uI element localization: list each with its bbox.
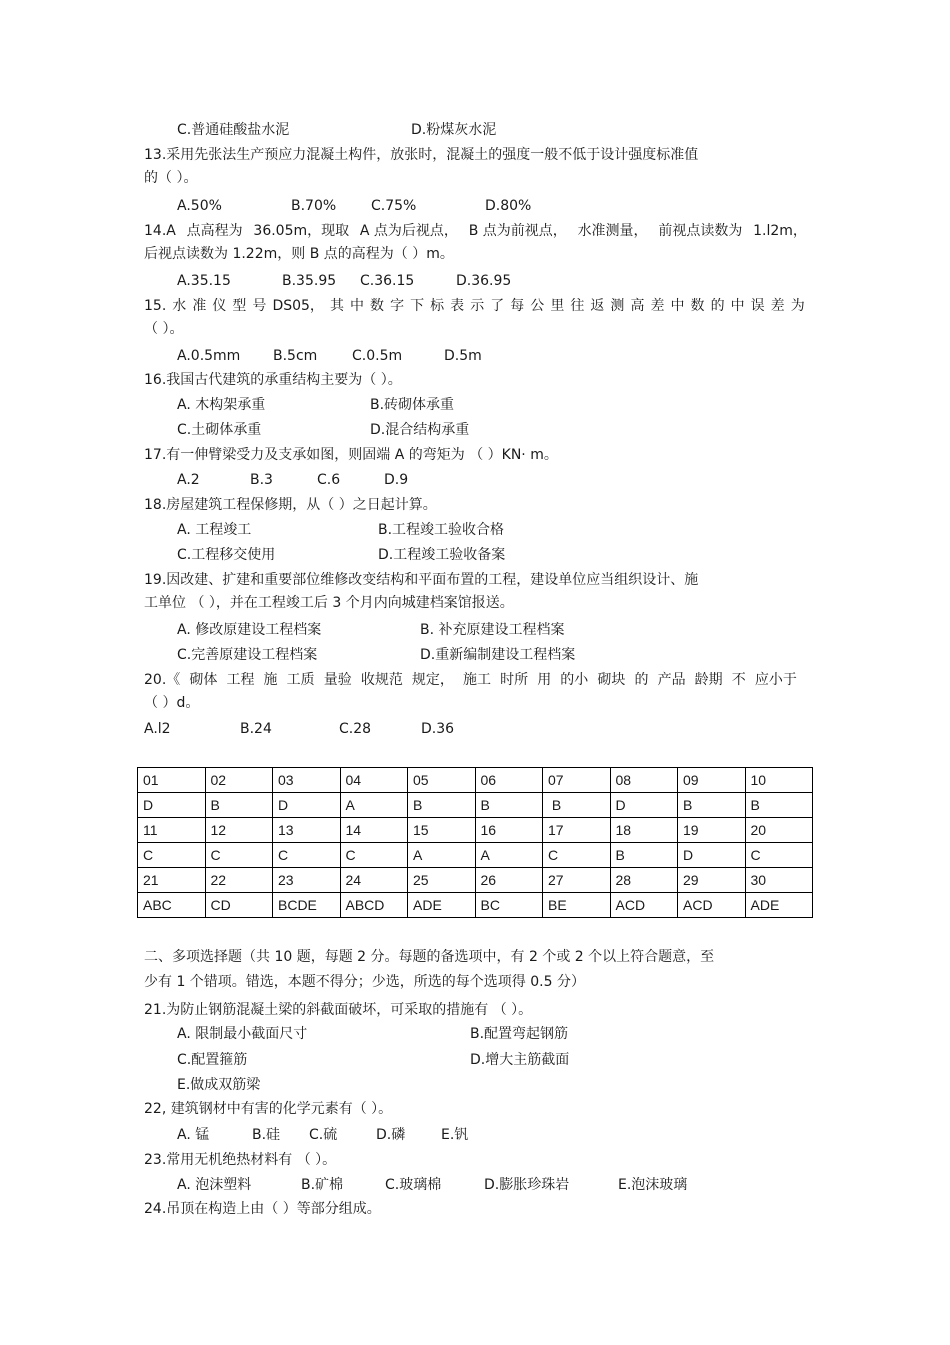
- q14-stem-line1: [144, 222, 807, 240]
- table-cell: B: [205, 793, 273, 818]
- q20-seg: 20.《: [144, 672, 181, 688]
- q12-option-d: D.粉煤灰水泥: [411, 122, 497, 138]
- q15-option-c: C.0.5m: [352, 348, 403, 364]
- q19-option-d: D.重新编制建设工程档案: [420, 647, 576, 663]
- table-cell: 05: [408, 768, 476, 793]
- q20-seg: 施工: [463, 672, 492, 688]
- q15-seg: 水: [172, 298, 187, 314]
- q14-option-a: A.35.15: [177, 273, 231, 289]
- q20-seg: 工质: [286, 672, 315, 688]
- q14-seg: 1.l2m，: [753, 223, 807, 239]
- table-cell: A: [408, 843, 476, 868]
- table-cell: 18: [610, 818, 678, 843]
- q17-option-d: D.9: [384, 472, 409, 488]
- table-cell: C: [543, 843, 611, 868]
- q20-seg: 工程: [226, 672, 255, 688]
- table-cell: 06: [475, 768, 543, 793]
- q17-stem: 17.有一伸臂梁受力及支承如图，则固端 A 的弯矩为 （ ）KN· m。: [144, 447, 558, 463]
- table-cell: ACD: [678, 893, 746, 918]
- q14-seg: 水准测量，: [577, 223, 648, 239]
- q23-stem: 23.常用无机绝热材料有 （ ）。: [144, 1152, 337, 1168]
- table-cell: 12: [205, 818, 273, 843]
- table-cell: ADE: [745, 893, 813, 918]
- table-cell: B: [408, 793, 476, 818]
- q20-option-a: A.l2: [144, 721, 171, 737]
- q15-seg: 数: [370, 298, 385, 314]
- q18-option-a: A. 工程竣工: [177, 522, 252, 538]
- q15-seg: 表: [450, 298, 465, 314]
- q23-option-e: E.泡沫玻璃: [618, 1177, 688, 1193]
- q15-seg: 数: [690, 298, 705, 314]
- table-cell: ABC: [138, 893, 206, 918]
- table-cell: B: [745, 793, 813, 818]
- q15-seg: 中: [730, 298, 745, 314]
- q16-option-a: A. 木构架承重: [177, 397, 266, 413]
- q15-seg: 型: [232, 298, 247, 314]
- table-cell: B: [543, 793, 611, 818]
- q16-option-d: D.混合结构承重: [370, 422, 470, 438]
- table-cell: A: [475, 843, 543, 868]
- table-cell: 15: [408, 818, 476, 843]
- q21-stem: 21.为防止钢筋混凝土梁的斜截面破坏，可采取的措施有 （ ）。: [144, 1002, 533, 1018]
- q20-seg: 收规范: [360, 672, 403, 688]
- q22-option-c: C.硫: [309, 1127, 338, 1143]
- q15-seg: 准: [192, 298, 207, 314]
- q15-seg: 中: [670, 298, 685, 314]
- answer-table: [137, 767, 813, 918]
- q14-stem-line2: 后视点读数为 1.22m，则 B 点的高程为（ ）m。: [144, 246, 454, 262]
- q20-seg: 龄期: [694, 672, 723, 688]
- q19-option-c: C.完善原建设工程档案: [177, 647, 318, 663]
- q15-seg: 的: [710, 298, 725, 314]
- table-cell: 03: [273, 768, 341, 793]
- table-row: [138, 818, 813, 843]
- q23-option-b: B.矿棉: [301, 1177, 344, 1193]
- q15-seg: 了: [490, 298, 505, 314]
- q13-option-d: D.80%: [485, 198, 532, 214]
- q13-option-b: B.70%: [291, 198, 337, 214]
- q15-seg: 每: [510, 298, 525, 314]
- q21-option-b: B.配置弯起钢筋: [470, 1026, 569, 1042]
- table-cell: 11: [138, 818, 206, 843]
- q15-seg: 其: [329, 298, 344, 314]
- q14-seg: B 点为前视点，: [468, 223, 567, 239]
- section2-instructions-line1: 二、多项选择题（共 10 题，每题 2 分。每题的备选项中，有 2 个或 2 个以上符合题意，至: [144, 949, 715, 965]
- q15-seg: 公: [530, 298, 545, 314]
- q20-stem-line2: （ ）d。: [144, 695, 200, 711]
- table-cell: CD: [205, 893, 273, 918]
- q21-option-e: E.做成双筋梁: [177, 1077, 261, 1093]
- table-cell: C: [205, 843, 273, 868]
- q18-stem: 18.房屋建筑工程保修期，从（ ）之日起计算。: [144, 497, 437, 513]
- table-cell: 28: [610, 868, 678, 893]
- q20-seg: 应小于: [754, 672, 797, 688]
- table-cell: D: [678, 843, 746, 868]
- q19-stem-line2: 工单位 （ ），并在工程竣工后 3 个月内向城建档案馆报送。: [144, 595, 514, 611]
- q18-option-d: D.工程竣工验收备案: [378, 547, 506, 563]
- table-cell: 08: [610, 768, 678, 793]
- q15-stem-line1: [144, 297, 805, 315]
- q15-seg: 15.: [144, 298, 167, 314]
- table-cell: A: [340, 793, 408, 818]
- table-cell: D: [138, 793, 206, 818]
- table-cell: 27: [543, 868, 611, 893]
- q15-seg: 仪: [212, 298, 227, 314]
- q15-seg: DS05，: [272, 298, 324, 314]
- q20-seg: 产品: [657, 672, 686, 688]
- q22-option-b: B.硅: [252, 1127, 281, 1143]
- table-cell: 22: [205, 868, 273, 893]
- q18-option-c: C.工程移交使用: [177, 547, 276, 563]
- q15-seg: 误: [750, 298, 765, 314]
- table-cell: C: [745, 843, 813, 868]
- q15-option-b: B.5cm: [273, 348, 318, 364]
- q13-option-a: A.50%: [177, 198, 222, 214]
- table-cell: 24: [340, 868, 408, 893]
- table-cell: ADE: [408, 893, 476, 918]
- q13-stem-line1: 13.采用先张法生产预应力混凝土构件，放张时，混凝土的强度一般不低于设计强度标准值: [144, 147, 699, 163]
- table-cell: 09: [678, 768, 746, 793]
- table-cell: BE: [543, 893, 611, 918]
- q19-option-b: B. 补充原建设工程档案: [420, 622, 565, 638]
- q20-seg: 的小: [560, 672, 589, 688]
- table-cell: 02: [205, 768, 273, 793]
- q20-seg: 的: [634, 672, 649, 688]
- table-cell: D: [610, 793, 678, 818]
- q13-stem-line2: 的（ ）。: [144, 170, 198, 186]
- q13-option-c: C.75%: [371, 198, 417, 214]
- table-row: [138, 793, 813, 818]
- table-cell: C: [340, 843, 408, 868]
- table-cell: 10: [745, 768, 813, 793]
- q15-seg: 差: [770, 298, 785, 314]
- table-cell: 21: [138, 868, 206, 893]
- q15-seg: 测: [610, 298, 625, 314]
- q23-option-c: C.玻璃棉: [385, 1177, 442, 1193]
- q21-option-c: C.配置箍筋: [177, 1052, 248, 1068]
- q22-option-a: A. 锰: [177, 1127, 210, 1143]
- q20-option-c: C.28: [339, 721, 372, 737]
- q24-stem: 24.吊顶在构造上由（ ）等部分组成。: [144, 1201, 381, 1217]
- q12-option-c: C.普通硅酸盐水泥: [177, 122, 290, 138]
- q14-seg: 36.05m，现取: [253, 223, 350, 239]
- table-cell: 17: [543, 818, 611, 843]
- table-cell: ABCD: [340, 893, 408, 918]
- q20-seg: 规定，: [411, 672, 454, 688]
- q15-seg: 返: [590, 298, 605, 314]
- q19-option-a: A. 修改原建设工程档案: [177, 622, 322, 638]
- q23-option-a: A. 泡沫塑料: [177, 1177, 252, 1193]
- q15-seg: 里: [550, 298, 565, 314]
- q20-seg: 时所: [500, 672, 529, 688]
- q20-seg: 施: [263, 672, 278, 688]
- q17-option-c: C.6: [317, 472, 341, 488]
- q16-option-c: C.土砌体承重: [177, 422, 262, 438]
- q15-seg: 往: [570, 298, 585, 314]
- q15-option-d: D.5m: [444, 348, 482, 364]
- table-cell: 07: [543, 768, 611, 793]
- q15-option-a: A.0.5mm: [177, 348, 241, 364]
- table-cell: C: [138, 843, 206, 868]
- table-row: [138, 868, 813, 893]
- table-cell: 16: [475, 818, 543, 843]
- q16-stem: 16.我国古代建筑的承重结构主要为（ ）。: [144, 372, 402, 388]
- q23-option-d: D.膨胀珍珠岩: [484, 1177, 570, 1193]
- table-cell: 04: [340, 768, 408, 793]
- q15-seg: 为: [790, 298, 805, 314]
- q22-option-d: D.磷: [376, 1127, 406, 1143]
- table-cell: B: [610, 843, 678, 868]
- q14-seg: 前视点读数为: [658, 223, 743, 239]
- q20-seg: 用: [537, 672, 552, 688]
- table-cell: 14: [340, 818, 408, 843]
- q21-option-a: A. 限制最小截面尺寸: [177, 1026, 308, 1042]
- q15-seg: 高: [630, 298, 645, 314]
- q14-option-d: D.36.95: [456, 273, 512, 289]
- q18-option-b: B.工程竣工验收合格: [378, 522, 505, 538]
- table-cell: 19: [678, 818, 746, 843]
- q20-option-b: B.24: [240, 721, 272, 737]
- q14-option-b: B.35.95: [282, 273, 337, 289]
- table-cell: ACD: [610, 893, 678, 918]
- section2-instructions-line2: 少有 1 个错项。错选，本题不得分；少选，所选的每个选项得 0.5 分）: [144, 974, 585, 990]
- q15-seg: 示: [470, 298, 485, 314]
- q20-stem-line1: [144, 671, 797, 689]
- table-cell: 13: [273, 818, 341, 843]
- table-cell: 20: [745, 818, 813, 843]
- q14-seg: A 点为后视点，: [359, 223, 458, 239]
- q22-stem: 22, 建筑钢材中有害的化学元素有（ ）。: [144, 1101, 393, 1117]
- q20-seg: 量验: [323, 672, 352, 688]
- q14-option-c: C.36.15: [360, 273, 415, 289]
- table-cell: 29: [678, 868, 746, 893]
- q14-seg: 14.A: [144, 223, 176, 239]
- table-cell: C: [273, 843, 341, 868]
- q22-option-e: E.钒: [441, 1127, 469, 1143]
- table-cell: BC: [475, 893, 543, 918]
- q20-seg: 砌块: [597, 672, 626, 688]
- table-cell: BCDE: [273, 893, 341, 918]
- q15-seg: 号: [252, 298, 267, 314]
- table-cell: B: [678, 793, 746, 818]
- table-cell: 26: [475, 868, 543, 893]
- q17-option-b: B.3: [250, 472, 273, 488]
- q15-stem-line2: （ ）。: [144, 321, 184, 337]
- table-cell: 25: [408, 868, 476, 893]
- table-row: [138, 893, 813, 918]
- table-cell: D: [273, 793, 341, 818]
- q15-seg: 字: [390, 298, 405, 314]
- q15-seg: 标: [430, 298, 445, 314]
- table-row: [138, 843, 813, 868]
- q17-option-a: A.2: [177, 472, 200, 488]
- q19-stem-line1: 19.因改建、扩建和重要部位维修改变结构和平面布置的工程，建设单位应当组织设计、施: [144, 572, 699, 588]
- q20-seg: 不: [731, 672, 746, 688]
- q15-seg: 下: [410, 298, 425, 314]
- table-row: [138, 768, 813, 793]
- q15-seg: 差: [650, 298, 665, 314]
- q21-option-d: D.增大主筋截面: [470, 1052, 570, 1068]
- q16-option-b: B.砖砌体承重: [370, 397, 455, 413]
- q20-option-d: D.36: [421, 721, 455, 737]
- table-cell: B: [475, 793, 543, 818]
- table-cell: 23: [273, 868, 341, 893]
- q14-seg: 点高程为: [186, 223, 243, 239]
- table-cell: 30: [745, 868, 813, 893]
- q15-seg: 中: [350, 298, 364, 314]
- q20-seg: 砌体: [189, 672, 218, 688]
- table-cell: 01: [138, 768, 206, 793]
